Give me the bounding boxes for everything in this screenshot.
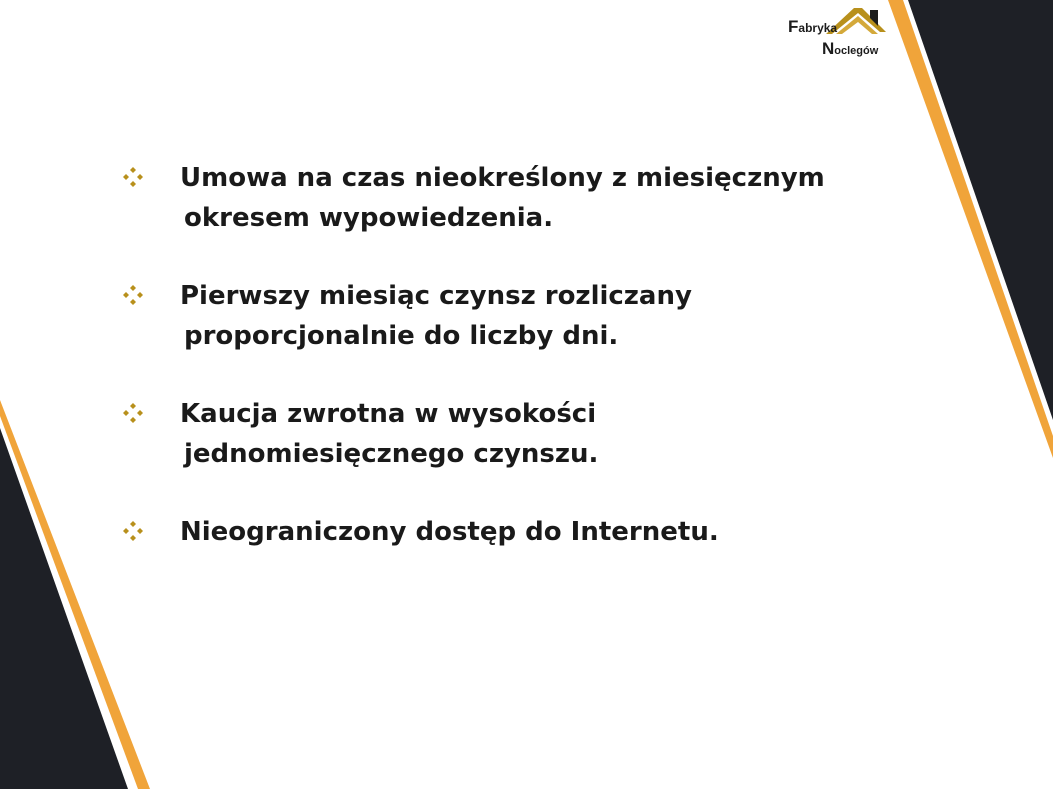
logo-word-fabryka: Fabryka xyxy=(788,17,838,36)
four-diamond-bullet-icon xyxy=(120,400,146,426)
bullet-list xyxy=(120,158,880,590)
four-diamond-bullet-icon xyxy=(120,282,146,308)
logo-word-noclegow: Noclegów xyxy=(822,39,879,58)
bullet-line: Pierwszy miesiąc czynsz rozliczany xyxy=(180,281,692,311)
bullet-item xyxy=(120,512,880,552)
bullet-line: Umowa na czas nieokreślony z miesięcznym xyxy=(180,163,825,193)
bullet-line: okresem wypowiedzenia. xyxy=(184,203,554,233)
left-dark-panel xyxy=(0,428,128,789)
bullet-item xyxy=(120,276,880,356)
four-diamond-bullet-icon xyxy=(120,518,146,544)
bullet-item xyxy=(120,394,880,474)
bullet-line: Nieograniczony dostęp do Internetu. xyxy=(180,517,719,547)
bullet-line: jednomiesięcznego czynszu. xyxy=(184,439,599,469)
brand-logo xyxy=(782,4,892,56)
right-dark-panel xyxy=(908,0,1053,420)
bullet-item xyxy=(120,158,880,238)
bullet-line: Kaucja zwrotna w wysokości xyxy=(180,399,597,429)
four-diamond-bullet-icon xyxy=(120,164,146,190)
bullet-line: proporcjonalnie do liczby dni. xyxy=(184,321,619,351)
